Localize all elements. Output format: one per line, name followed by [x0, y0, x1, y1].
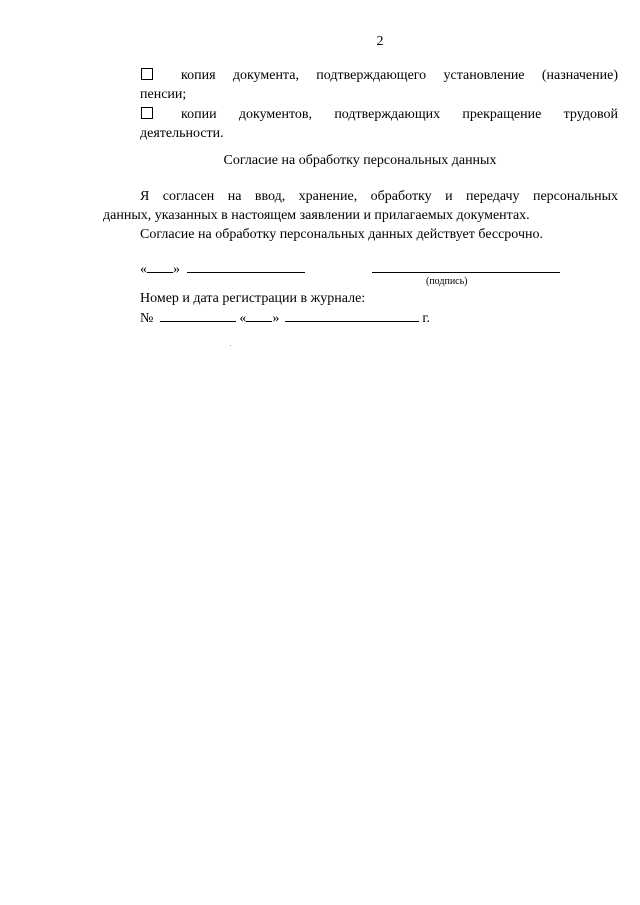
- checklist-item-label: копии документов, подтверждающих прекращение трудовой: [181, 107, 618, 122]
- day-blank[interactable]: [246, 308, 272, 322]
- page-number: 2: [376, 34, 384, 49]
- consent-paragraph-1: Я согласен на ввод, хранение, обработку и передачу персональных: [140, 189, 618, 204]
- number-sign: №: [140, 311, 154, 326]
- day-blank[interactable]: [147, 259, 173, 273]
- checklist-item-label-continued: деятельности.: [140, 126, 224, 141]
- checklist-item: [140, 105, 618, 143]
- scan-speck: [230, 345, 231, 346]
- date-signature-row: [140, 259, 620, 289]
- open-quote: «: [140, 262, 147, 277]
- consent-text: [100, 187, 618, 244]
- month-year-blank[interactable]: [285, 308, 419, 322]
- year-suffix: г.: [422, 311, 431, 326]
- attachments-checklist: [140, 66, 618, 144]
- checklist-item: [140, 66, 618, 104]
- month-year-blank[interactable]: [187, 259, 305, 273]
- signature-line[interactable]: [372, 272, 560, 273]
- date-field: [140, 259, 305, 278]
- registration-block: [140, 289, 430, 328]
- registration-label: Номер и дата регистрации в журнале:: [140, 291, 366, 306]
- close-quote: »: [272, 311, 280, 326]
- checklist-item-label: копия документа, подтверждающего установление (назначение): [181, 68, 618, 83]
- signature-caption: (подпись): [426, 276, 468, 287]
- checkbox[interactable]: [141, 68, 153, 80]
- consent-title: Согласие на обработку персональных данных: [223, 153, 497, 168]
- checkbox[interactable]: [141, 107, 153, 119]
- consent-paragraph-1-continued: данных, указанных в настоящем заявлении и прилагаемых документах.: [103, 208, 530, 223]
- open-quote: «: [239, 311, 247, 326]
- checklist-item-label-continued: пенсии;: [140, 87, 187, 102]
- consent-paragraph-2: Согласие на обработку персональных данных действует бессрочно.: [140, 227, 543, 242]
- registration-fields: [140, 308, 430, 328]
- registration-number-blank[interactable]: [160, 308, 236, 322]
- close-quote: »: [173, 262, 180, 277]
